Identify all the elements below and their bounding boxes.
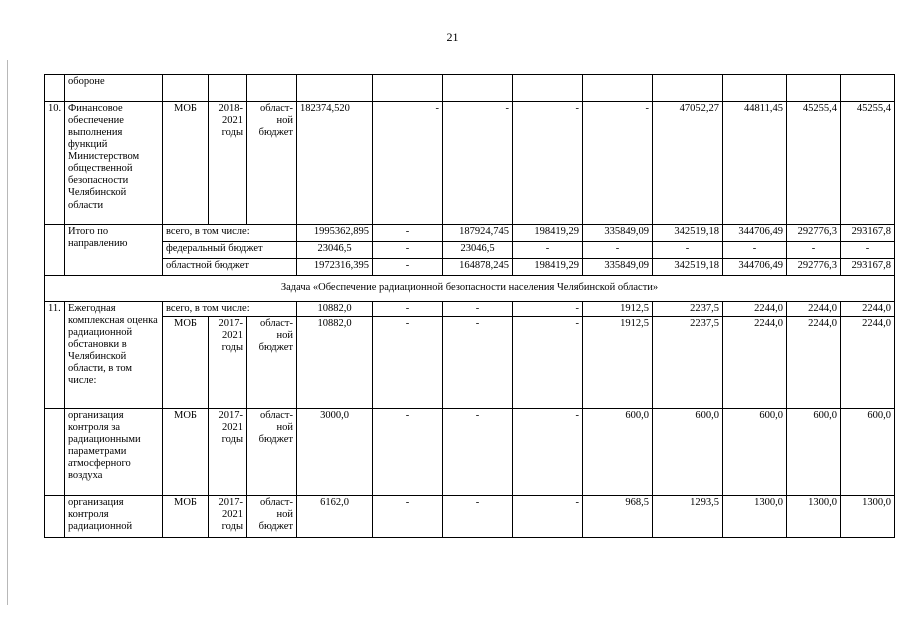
year-value: - <box>653 242 723 259</box>
year-value: 2244,0 <box>787 302 841 317</box>
year-value: 198419,29 <box>513 225 583 242</box>
table-row <box>45 496 895 538</box>
year-value: 1300,0 <box>723 496 787 538</box>
year-value: 293167,8 <box>841 225 895 242</box>
binder-edge-line <box>7 60 8 605</box>
year-value: - <box>373 259 443 276</box>
subtotal-label: всего, в том числе: <box>163 302 297 317</box>
year-value: 23046,5 <box>443 242 513 259</box>
year-value: 2237,5 <box>653 317 723 409</box>
table-row <box>45 242 895 259</box>
year-value: 45255,4 <box>841 102 895 225</box>
year-value: - <box>443 317 513 409</box>
year-value: - <box>513 102 583 225</box>
row-name: Ежегодная комплексная оценка радиационной обстановки в Челябинской области, в том числе: <box>65 302 163 409</box>
year-value: - <box>443 102 513 225</box>
year-value: 1300,0 <box>787 496 841 538</box>
year-value: 968,5 <box>583 496 653 538</box>
table-row <box>45 225 895 242</box>
year-value: - <box>443 496 513 538</box>
year-value: - <box>373 225 443 242</box>
funding-source: област-ной бюджет <box>247 496 297 538</box>
year-value: - <box>373 102 443 225</box>
year-value: 1912,5 <box>583 317 653 409</box>
year-value: - <box>513 409 583 496</box>
year-value: 2244,0 <box>841 317 895 409</box>
year-value: 164878,245 <box>443 259 513 276</box>
executor: МОБ <box>163 496 209 538</box>
year-value: 45255,4 <box>787 102 841 225</box>
executor: МОБ <box>163 409 209 496</box>
row-name: Итого по направлению <box>65 225 163 276</box>
year-value: - <box>513 496 583 538</box>
row-number: 11. <box>45 302 65 409</box>
year-value: 292776,3 <box>787 259 841 276</box>
table-row <box>45 409 895 496</box>
year-value: - <box>583 242 653 259</box>
total-value: 1972316,395 <box>297 259 373 276</box>
year-value: 335849,09 <box>583 225 653 242</box>
year-value: - <box>373 409 443 496</box>
year-value: - <box>373 317 443 409</box>
year-value: - <box>513 242 583 259</box>
funding-source: област-ной бюджет <box>247 409 297 496</box>
page-number: 21 <box>446 30 459 44</box>
year-value: 600,0 <box>787 409 841 496</box>
year-value: 342519,18 <box>653 225 723 242</box>
year-value: - <box>513 317 583 409</box>
table-row <box>45 102 895 225</box>
year-value: 292776,3 <box>787 225 841 242</box>
year-value: - <box>583 102 653 225</box>
year-value: 600,0 <box>653 409 723 496</box>
row-name: обороне <box>65 75 163 102</box>
period: 2018-2021 годы <box>209 102 247 225</box>
table-row <box>45 75 895 102</box>
period: 2017-2021 годы <box>209 317 247 409</box>
subtotal-label: всего, в том числе: <box>163 225 297 242</box>
period: 2017-2021 годы <box>209 409 247 496</box>
year-value: 1912,5 <box>583 302 653 317</box>
year-value: - <box>443 302 513 317</box>
table-row <box>45 302 895 317</box>
funding-source: област-ной бюджет <box>247 102 297 225</box>
year-value: 2244,0 <box>723 302 787 317</box>
year-value: 600,0 <box>841 409 895 496</box>
year-value: - <box>841 242 895 259</box>
row-number: 10. <box>45 102 65 225</box>
year-value: 2237,5 <box>653 302 723 317</box>
year-value: - <box>373 302 443 317</box>
total-value: 1995362,895 <box>297 225 373 242</box>
total-value: 10882,0 <box>297 302 373 317</box>
year-value: 342519,18 <box>653 259 723 276</box>
task-header: Задача «Обеспечение радиационной безопасности населения Челябинской области» <box>45 276 895 302</box>
subtotal-label: федеральный бюджет <box>163 242 297 259</box>
total-value: 23046,5 <box>297 242 373 259</box>
budget-table <box>44 74 895 538</box>
total-value: 6162,0 <box>297 496 373 538</box>
row-name: организация контроля радиационной <box>65 496 163 538</box>
subtotal-label: областной бюджет <box>163 259 297 276</box>
year-value: 1293,5 <box>653 496 723 538</box>
total-value: 182374,520 <box>297 102 373 225</box>
row-name: организация контроля за радиационными параметрами атмосферного воздуха <box>65 409 163 496</box>
total-value: 10882,0 <box>297 317 373 409</box>
year-value: 293167,8 <box>841 259 895 276</box>
year-value: - <box>513 302 583 317</box>
year-value: 44811,45 <box>723 102 787 225</box>
table-row <box>45 259 895 276</box>
year-value: - <box>373 242 443 259</box>
year-value: 187924,745 <box>443 225 513 242</box>
period: 2017-2021 годы <box>209 496 247 538</box>
year-value: 2244,0 <box>787 317 841 409</box>
executor: МОБ <box>163 317 209 409</box>
year-value: - <box>787 242 841 259</box>
year-value: 600,0 <box>723 409 787 496</box>
funding-source: област-ной бюджет <box>247 317 297 409</box>
year-value: 344706,49 <box>723 259 787 276</box>
year-value: 2244,0 <box>841 302 895 317</box>
year-value: - <box>723 242 787 259</box>
year-value: - <box>443 409 513 496</box>
total-value: 3000,0 <box>297 409 373 496</box>
year-value: 47052,27 <box>653 102 723 225</box>
year-value: 1300,0 <box>841 496 895 538</box>
executor: МОБ <box>163 102 209 225</box>
year-value: 344706,49 <box>723 225 787 242</box>
year-value: - <box>373 496 443 538</box>
year-value: 600,0 <box>583 409 653 496</box>
row-name: Финансовое обеспечение выполнения функций Министерством общественной безопасности Челябинской области <box>65 102 163 225</box>
year-value: 335849,09 <box>583 259 653 276</box>
table-row <box>45 317 895 409</box>
table-row <box>45 276 895 302</box>
year-value: 2244,0 <box>723 317 787 409</box>
year-value: 198419,29 <box>513 259 583 276</box>
